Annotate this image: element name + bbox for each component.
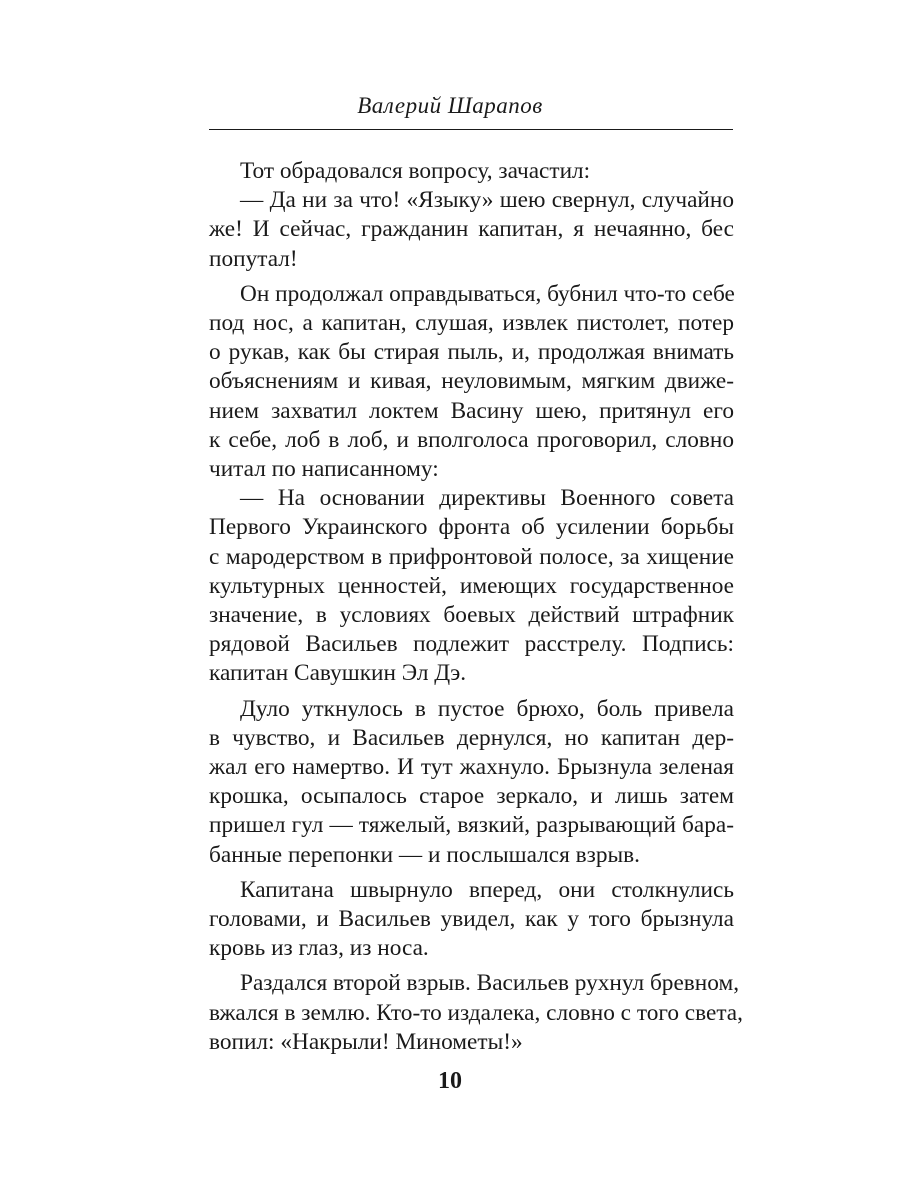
text-line: в чувство, и Васильев дернулся, но капитан дер- [209, 724, 734, 751]
text-line: Он продолжал оправдываться, бубнил что-то себе [240, 280, 735, 307]
text-line: культурных ценностей, имеющих государственное [209, 572, 734, 599]
text-line: под нос, а капитан, слушая, извлек пистолет, потер [209, 310, 734, 337]
text-line: же! И сейчас, гражданин капитан, я нечаянно, бес [209, 216, 734, 243]
text-line: вопил: «Накрыли! Минометы!» [209, 1028, 523, 1055]
text-line: кровь из глаз, из носа. [209, 935, 429, 962]
paragraph [209, 280, 734, 484]
text-line: головами, и Васильев увидел, как у того брызнула [209, 906, 734, 933]
paragraph [209, 876, 734, 964]
text-line: пришел гул — тяжелый, вязкий, разрывающий бара- [209, 812, 734, 839]
paragraph [209, 157, 734, 186]
text-line: о рукав, как бы стирая пыль, и, продолжая внимать [209, 339, 734, 366]
text-line: Дуло уткнулось в пустое брюхо, боль привела [240, 695, 734, 722]
text-line: — Да ни за что! «Языку» шею свернул, случайно [240, 187, 734, 214]
text-line: Капитана швырнуло вперед, они столкнулись [240, 876, 734, 903]
paragraph [209, 484, 734, 688]
text-line: Раздался второй взрыв. Васильев рухнул бревном, [240, 970, 740, 997]
text-line: Первого Украинского фронта об усилении борьбы [209, 514, 734, 541]
text-line: вжался в землю. Кто-то издалека, словно с того света, [209, 999, 743, 1026]
running-head-author: Валерий Шарапов [357, 93, 543, 118]
text-line: жал его намертво. И тут жахнуло. Брызнула зеленая [209, 754, 734, 781]
text-line: рядовой Васильев подлежит расстрелу. Подпись: [209, 631, 734, 658]
text-line: нием захватил локтем Васину шею, притянул его [209, 397, 734, 424]
text-line: капитан Савушкин Эл Дэ. [209, 660, 467, 687]
header-rule [209, 129, 733, 130]
paragraph [209, 969, 743, 1057]
body-text [209, 157, 743, 1057]
page-number: 10 [438, 1068, 462, 1094]
text-line: крошка, осыпалось старое зеркало, и лишь затем [209, 783, 734, 810]
paragraph [209, 695, 734, 870]
text-line: читал по написанному: [209, 456, 439, 483]
text-line: к себе, лоб в лоб, и вполголоса проговорил, словно [209, 426, 734, 453]
text-line: Тот обрадовался вопросу, зачастил: [240, 158, 591, 184]
text-line: с мародерством в прифронтовой полосе, за хищение [209, 543, 734, 570]
paragraph [209, 186, 734, 274]
text-line: — На основании директивы Военного совета [240, 485, 734, 512]
text-line: значение, в условиях боевых действий штрафник [209, 602, 734, 629]
text-line: объяснениям и кивая, неуловимым, мягким движе- [209, 368, 734, 395]
text-line: попутал! [209, 245, 298, 272]
text-line: банные перепонки — и послышался взрыв. [209, 841, 640, 868]
